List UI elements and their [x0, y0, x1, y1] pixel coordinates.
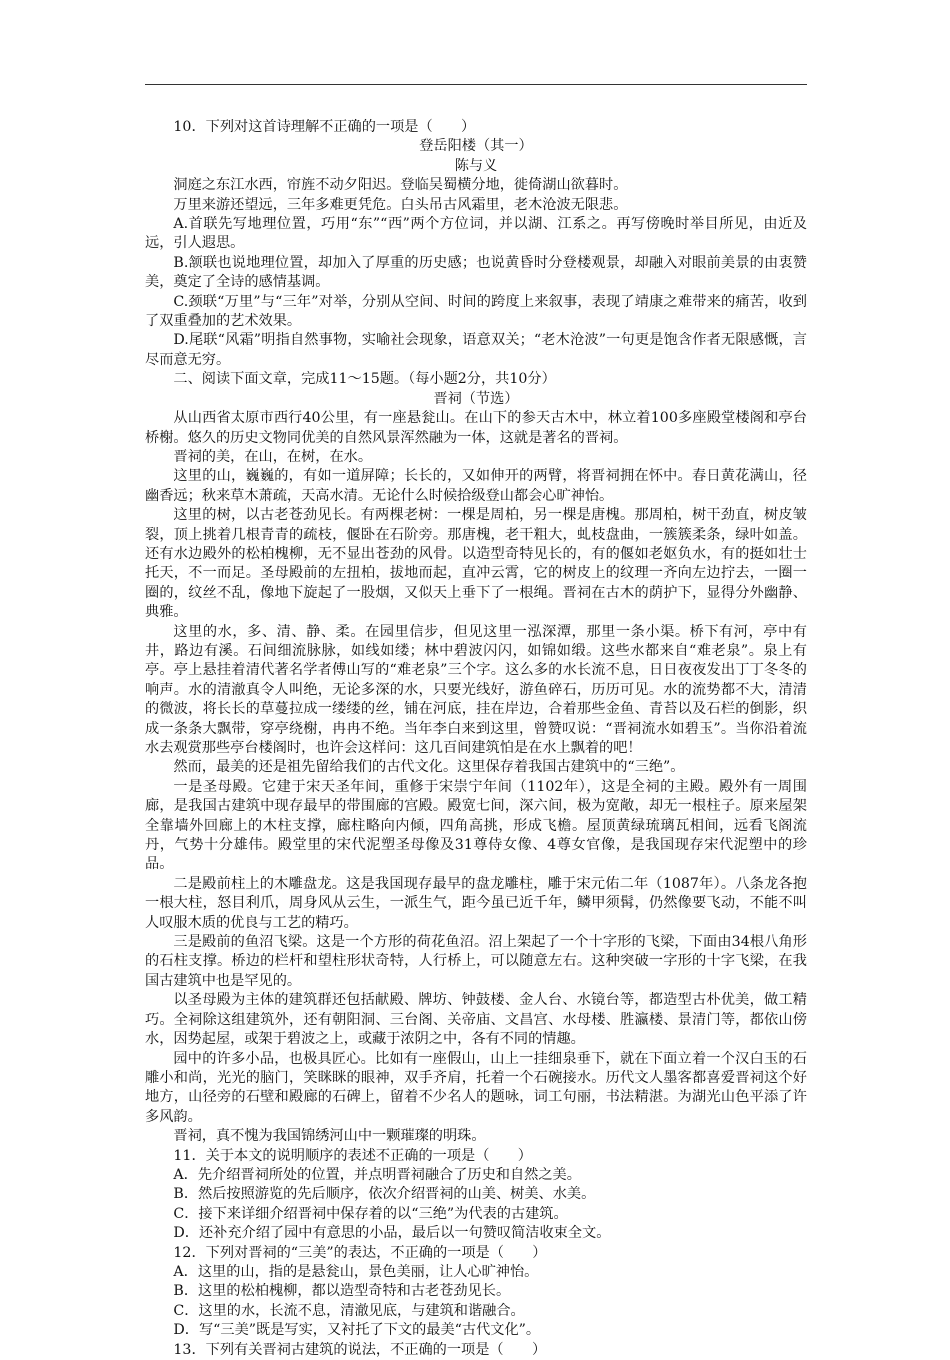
article-paragraph: 一是圣母殿。它建于宋天圣年间，重修于宋崇宁年间（1102年），这是全祠的主殿。殿外有一周围廊，是我国古建筑中现存最早的带围廊的宫殿。殿宽七间，深六间，极为宽敞，却无一根柱子。原来屋架全靠墙外回廊上的木柱支撑，廊柱略向内倾，四角高挑，形成飞檐。屋顶黄绿琉璃瓦相间，远看飞阁流丹，气势十分雄伟。殿堂里的宋代泥塑圣母像及31尊侍女像、4尊女官像，是我国现存宋代泥塑中的珍品。: [145, 778, 807, 873]
article-paragraph: 这里的水，多、清、静、柔。在园里信步，但见这里一泓深潭，那里一条小渠。桥下有河，亭中有井，路边有溪。石间细流脉脉，如线如缕；林中碧波闪闪，如锦如缎。这些水都来自“难老泉”。泉上有亭。亭上悬挂着清代著名学者傅山写的“难老泉”三个字。这么多的水长流不息，日日夜夜发出丁丁冬冬的响声。水的清澈真令人叫绝，无论多深的水，只要光线好，游鱼碎石，历历可见。水的流势都不大，清清的微波，将长长的草蔓拉成一缕缕的丝，铺在河底，挂在岸边，合着那些金鱼、青苔以及石栏的倒影，织成一条条大飘带，穿亭绕榭，冉冉不绝。当年李白来到这里，曾赞叹说：“晋祠流水如碧玉”。当你沿着流水去观赏那些亭台楼阁时，也许会这样问：这几百间建筑怕是在水上飘着的吧！: [145, 623, 807, 756]
q12-option-c: C．这里的水，长流不息，清澈见底，与建筑和谐融合。: [173, 1302, 525, 1319]
article-paragraph: 二是殿前柱上的木雕盘龙。这是我国现存最早的盘龙雕柱，雕于宋元佑二年（1087年）。八条龙各抱一根大柱，怒目利爪，周身风从云生，一派生气，距今虽已近千年，鳞甲须髯，仍然像要飞动，不能不叫人叹服木质的优良与工艺的精巧。: [145, 875, 807, 931]
poem-line-1: 洞庭之东江水西，帘旌不动夕阳迟。登临吴蜀横分地，徙倚湖山欲暮时。: [173, 177, 628, 194]
article-paragraph: 这里的树，以古老苍劲见长。有两棵老树：一棵是周柏，另一棵是唐槐。那周柏，树干劲直，树皮皱裂，顶上挑着几根青青的疏枝，偃卧在石阶旁。那唐槐，老干粗大，虬枝盘曲，一簇簇柔条，绿叶如盖。还有水边殿外的松柏槐柳，无不显出苍劲的风骨。以造型奇特见长的，有的偃如老妪负水，有的挺如壮士托天，不一而足。圣母殿前的左扭柏，拔地而起，直冲云霄，它的树皮上的纹理一齐向左边拧去，一圈一圈的，纹丝不乱，像地下旋起了一股烟，又似天上垂下了一根绳。晋祠在古木的荫护下，显得分外幽静、典雅。: [145, 507, 807, 621]
poem-author: 陈与义: [454, 157, 498, 174]
section-2-instruction: 二、阅读下面文章，完成11～15题。（每小题2分，共10分）: [173, 371, 556, 388]
q11-option-a: A．先介绍晋祠所处的位置，并点明晋祠融合了历史和自然之美。: [173, 1166, 581, 1183]
q11-stem: 11．关于本文的说明顺序的表述不正确的一项是（ ）: [173, 1147, 532, 1164]
article-paragraph: 以圣母殿为主体的建筑群还包括献殿、牌坊、钟鼓楼、金人台、水镜台等，都造型古朴优美，做工精巧。全祠除这组建筑外，还有朝阳洞、三台阁、关帝庙、文昌宫、水母楼、胜瀛楼、景清门等，都依山傍水，因势起屋，或架于碧波之上，或藏于浓阴之中，各有不同的情趣。: [145, 992, 807, 1048]
header-rule: [145, 84, 807, 85]
q12-stem: 12．下列对晋祠的“三美”的表达，不正确的一项是（ ）: [173, 1244, 547, 1261]
article-paragraph: 然而，最美的还是祖先留给我们的古代文化。这里保存着我国古建筑中的“三绝”。: [173, 759, 685, 776]
q11-option-b: B．然后按照游览的先后顺序，依次介绍晋祠的山美、树美、水美。: [173, 1186, 596, 1203]
article-title: 晋祠（节选）: [433, 390, 519, 407]
q10-option-b: B.颔联也说地理位置，却加入了厚重的历史感；也说黄昏时分登楼观景，却融入对眼前美景的由衷赞美，奠定了全诗的感情基调。: [145, 254, 807, 291]
poem-line-2: 万里来游还望远，三年多难更凭危。白头吊古风霜里，老木沧波无限悲。: [173, 196, 628, 213]
q12-option-b: B．这里的松柏槐柳，都以造型奇特和古老苍劲见长。: [173, 1283, 511, 1300]
q12-option-d: D．写“三美”既是写实，又衬托了下文的最美“古代文化”。: [173, 1322, 541, 1339]
q12-option-a: A．这里的山，指的是悬瓮山，景色美丽，让人心旷神怡。: [173, 1263, 539, 1280]
q10-option-d: D.尾联“风霜”明指自然事物，实喻社会现象，语意双关；“老木沧波”一句更是饱含作者无限感慨，言尽而意无穷。: [145, 332, 807, 368]
article-paragraph: 三是殿前的鱼沼飞梁。这是一个方形的荷花鱼沼。沼上架起了一个十字形的飞梁，下面由34根八角形的石柱支撑。桥边的栏杆和望柱形状奇特，人行桥上，可以随意左右。这种突破一字形的十字飞梁，在我国古建筑中也是罕见的。: [145, 934, 807, 989]
poem-title: 登岳阳楼（其一）: [419, 138, 533, 155]
q11-option-d: D．还补充介绍了园中有意思的小品，最后以一句赞叹简洁收束全文。: [173, 1225, 611, 1242]
q10-stem: 10．下列对这首诗理解不正确的一项是（ ）: [173, 119, 476, 135]
article-paragraph: 园中的许多小品，也极具匠心。比如有一座假山，山上一挂细泉垂下，就在下面立着一个汉白玉的石雕小和尚，光光的脑门，笑眯眯的眼神，双手齐肩，托着一个石碗接水。历代文人墨客都喜爱晋祠这个好地方，山径旁的石壁和殿廊的石碑上，留着不少名人的题咏，词工句丽，书法精湛。为湖光山色平添了许多风韵。: [145, 1050, 807, 1125]
q13-stem: 13．下列有关晋祠古建筑的说法，不正确的一项是（ ）: [173, 1341, 547, 1358]
article-paragraph: 从山西省太原市西行40公里，有一座悬瓮山。在山下的参天古木中，林立着100多座殿堂楼阁和亭台桥榭。悠久的历史文物同优美的自然风景浑然融为一体，这就是著名的晋祠。: [145, 410, 807, 446]
q10-option-c: C.颈联“万里”与“三年”对举，分别从空间、时间的跨度上来叙事，表现了靖康之难带来的痛苦，收到了双重叠加的艺术效果。: [145, 293, 807, 330]
q11-option-c: C．接下来详细介绍晋祠中保存着的以“三绝”为代表的古建筑。: [173, 1205, 568, 1222]
article-paragraph: 晋祠，真不愧为我国锦绣河山中一颗璀璨的明珠。: [173, 1128, 486, 1145]
article-paragraph: 这里的山，巍巍的，有如一道屏障；长长的，又如伸开的两臂，将晋祠拥在怀中。春日黄花满山，径幽香远；秋来草木萧疏，天高水清。无论什么时候拾级登山都会心旷神怡。: [145, 468, 807, 504]
article-paragraph: 晋祠的美，在山，在树，在水。: [173, 448, 373, 465]
q10-option-a: A.首联先写地理位置，巧用“东”“西”两个方位词，并以湖、江系之。再写傍晚时举目所见，由近及远，引人遐思。: [145, 216, 807, 252]
exam-page: [145, 118, 807, 1360]
